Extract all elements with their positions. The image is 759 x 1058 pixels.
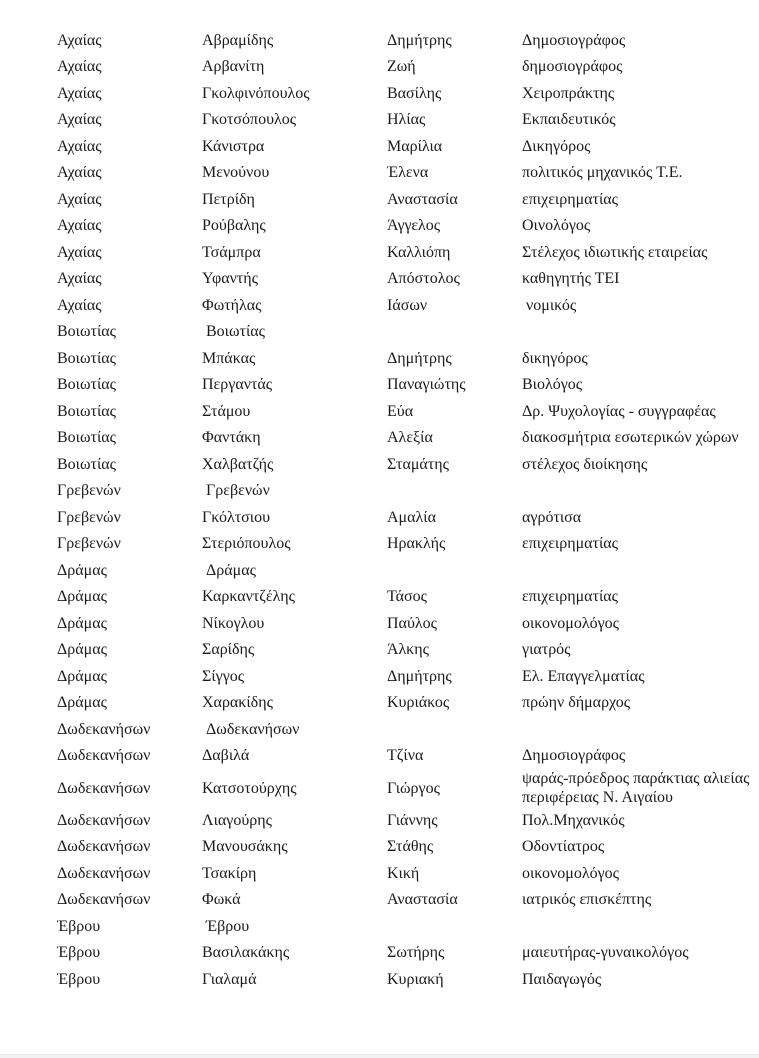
cell-profession: Στέλεχος ιδιωτικής εταιρείας [522,243,708,261]
cell-firstname: Καλλιόπη [387,243,451,261]
cell-firstname: Κυριάκος [387,694,450,712]
people-table [57,27,759,993]
cell-firstname [387,319,522,346]
cell-region: Αχαίας [57,190,102,208]
cell-region: Δράμας [57,614,107,632]
cell-region: Δράμας [57,588,107,606]
table-row [57,107,759,134]
cell-region: Δράμας [57,667,107,685]
cell-surname: Δράμας [202,561,256,579]
table-row [57,637,759,664]
cell-firstname: Παναγιώτης [387,376,466,394]
cell-firstname: Κική [387,864,420,882]
table-row [57,319,759,346]
cell-region: Δωδεκανήσων [57,747,151,765]
cell-profession: οικονομολόγος [522,614,619,632]
cell-profession: οικονομολόγος [522,864,619,882]
cell-region: Αχαίας [57,137,102,155]
table-row [57,531,759,558]
cell-firstname: Παύλος [387,614,437,632]
cell-surname: Δαβιλά [202,747,250,765]
cell-profession: γιατρός [522,641,571,659]
table-row [57,345,759,372]
table-row [57,610,759,637]
cell-region: Αχαίας [57,31,102,49]
cell-firstname: Άλκης [387,641,429,659]
cell-profession: επιχειρηματίας [522,588,618,606]
cell-surname: Βοιωτίας [202,323,265,341]
table-row [57,451,759,478]
cell-profession: Παιδαγωγός [522,970,602,988]
cell-region: Βοιωτίας [57,323,116,341]
cell-profession: Πολ.Μηχανικός [522,811,625,829]
table-row [57,557,759,584]
table-row [57,716,759,743]
cell-firstname [387,478,522,505]
cell-region: Αχαίας [57,111,102,129]
cell-region: Αχαίας [57,270,102,288]
cell-region: Γρεβενών [57,535,121,553]
cell-profession: διακοσμήτρια εσωτερικών χώρων [522,429,739,447]
cell-surname: Γρεβενών [202,482,270,500]
cell-profession: επιχειρηματίας [522,535,618,553]
cell-profession: στέλεχος διοίκησης [522,455,648,473]
table-row [57,743,759,770]
cell-profession: καθηγητής ΤΕΙ [522,270,620,288]
cell-firstname [387,716,522,743]
cell-surname: Περγαντάς [202,376,273,394]
table-row [57,834,759,861]
cell-surname: Μανουσάκης [202,838,288,856]
cell-profession: Δημοσιογράφος [522,31,626,49]
cell-region: Αχαίας [57,217,102,235]
cell-firstname: Σωτήρης [387,944,445,962]
cell-profession: Οδοντίατρος [522,838,605,856]
cell-firstname: Αλεξία [387,429,433,447]
table-row [57,940,759,967]
cell-profession: δικηγόρος [522,349,588,367]
cell-profession: δημοσιογράφος [522,58,623,76]
table-row [57,186,759,213]
cell-region: Αχαίας [57,58,102,76]
cell-firstname: Δημήτρης [387,31,452,49]
cell-region: Αχαίας [57,84,102,102]
cell-profession: αγρότισα [522,508,582,526]
cell-surname: Αρβανίτη [202,58,265,76]
cell-firstname: Εύα [387,402,414,420]
cell-firstname: Έλενα [387,164,429,182]
cell-surname: Κατσοτούρχης [202,779,297,797]
cell-profession [522,716,759,743]
cell-firstname [387,913,522,940]
cell-region: Δράμας [57,694,107,712]
cell-surname: Κάνιστρα [202,137,265,155]
cell-region: Γρεβενών [57,508,121,526]
cell-region: Δωδεκανήσων [57,838,151,856]
cell-surname: Γκόλτσιου [202,508,270,526]
cell-profession: Οινολόγος [522,217,591,235]
cell-firstname: Ζωή [387,58,416,76]
cell-firstname: Τζίνα [387,747,424,765]
table-row [57,54,759,81]
table-row [57,663,759,690]
cell-surname: Τσακίρη [202,864,257,882]
cell-region: Δωδεκανήσων [57,864,151,882]
cell-region: Βοιωτίας [57,455,116,473]
cell-profession: Εκπαιδευτικός [522,111,616,129]
cell-surname: Γιαλαμά [202,970,257,988]
cell-firstname: Στάθης [387,838,434,856]
cell-surname: Αβραμίδης [202,31,274,49]
table-row [57,425,759,452]
cell-surname: Φαντάκη [202,429,261,447]
cell-firstname: Βασίλης [387,84,442,102]
cell-firstname: Κυριακή [387,970,444,988]
table-row [57,239,759,266]
cell-firstname: Ηλίας [387,111,426,129]
cell-profession [522,319,759,346]
cell-region: Δράμας [57,641,107,659]
cell-profession: Δημοσιογράφος [522,747,626,765]
cell-profession: πολιτικός μηχανικός Τ.Ε. [522,164,683,182]
cell-profession: ιατρικός επισκέπτης [522,891,652,909]
cell-region: Βοιωτίας [57,429,116,447]
cell-firstname: Σταμάτης [387,455,449,473]
cell-surname: Σίγγος [202,667,245,685]
table-row [57,966,759,993]
table-row [57,769,759,807]
table-row [57,860,759,887]
cell-surname: Ρούβαλης [202,217,266,235]
cell-region: Έβρου [57,944,101,962]
cell-firstname: Δημήτρης [387,349,452,367]
cell-surname: Τσάμπρα [202,243,261,261]
cell-firstname: Άγγελος [387,217,441,235]
cell-surname: Σαρίδης [202,641,255,659]
table-row [57,504,759,531]
table-row [57,133,759,160]
cell-profession: Δικηγόρος [522,137,591,155]
cell-region: Δωδεκανήσων [57,891,151,909]
cell-firstname: Τάσος [387,588,428,606]
cell-firstname: Γιάννης [387,811,438,829]
cell-profession [522,478,759,505]
table-row [57,80,759,107]
cell-region: Αχαίας [57,164,102,182]
cell-firstname: Δημήτρης [387,667,452,685]
cell-surname: Φωτήλας [202,296,262,314]
cell-region: Δωδεκανήσων [57,720,151,738]
cell-surname: Πετρίδη [202,190,255,208]
cell-profession: μαιευτήρας-γυναικολόγος [522,944,689,962]
cell-surname: Φωκά [202,891,241,909]
table-row [57,478,759,505]
cell-firstname: Αναστασία [387,190,458,208]
cell-region: Δωδεκανήσων [57,811,151,829]
cell-firstname: Αμαλία [387,508,436,526]
cell-profession: ψαράς-πρόεδρος παράκτιας αλιείας περιφέρειας Ν. Αιγαίου [522,770,754,806]
cell-region: Δωδεκανήσων [57,779,151,797]
table-row [57,690,759,717]
cell-firstname: Γιώργος [387,779,440,797]
cell-profession: πρώην δήμαρχος [522,694,631,712]
table-row [57,887,759,914]
cell-firstname [387,557,522,584]
cell-profession: Χειροπράκτης [522,84,615,102]
table-row [57,913,759,940]
cell-firstname: Μαρίλια [387,137,443,155]
cell-surname: Υφαντής [202,270,258,288]
cell-surname: Χαρακίδης [202,694,273,712]
table-row [57,584,759,611]
cell-profession: νομικός [522,296,577,314]
cell-region: Αχαίας [57,243,102,261]
people-table-body [57,27,759,993]
cell-surname: Στάμου [202,402,251,420]
cell-surname: Γκοτσόπουλος [202,111,297,129]
table-row [57,213,759,240]
table-row [57,398,759,425]
cell-region: Αχαίας [57,296,102,314]
cell-region: Βοιωτίας [57,402,116,420]
cell-region: Δράμας [57,561,107,579]
cell-profession: Ελ. Επαγγελματίας [522,667,645,685]
cell-region: Γρεβενών [57,482,121,500]
cell-surname: Δωδεκανήσων [202,720,300,738]
cell-profession [522,913,759,940]
cell-region: Έβρου [57,917,101,935]
cell-surname: Νίκογλου [202,614,265,632]
table-row [57,372,759,399]
cell-profession: Βιολόγος [522,376,583,394]
cell-surname: Μπάκας [202,349,256,367]
table-row [57,160,759,187]
cell-region: Βοιωτίας [57,349,116,367]
cell-profession: επιχειρηματίας [522,190,618,208]
cell-profession [522,557,759,584]
cell-firstname: Αναστασία [387,891,458,909]
cell-surname: Έβρου [202,917,250,935]
page-bottom-edge [0,1054,759,1058]
cell-firstname: Ιάσων [387,296,428,314]
cell-firstname: Απόστολος [387,270,460,288]
table-row [57,807,759,834]
cell-region: Βοιωτίας [57,376,116,394]
cell-surname: Βασιλακάκης [202,944,290,962]
cell-surname: Στεριόπουλος [202,535,291,553]
cell-surname: Γκολφινόπουλος [202,84,310,102]
cell-surname: Μενούνου [202,164,270,182]
cell-surname: Καρκαντζέλης [202,588,295,606]
cell-firstname: Ηρακλής [387,535,446,553]
table-row [57,27,759,54]
table-row [57,266,759,293]
cell-surname: Λιαγούρης [202,811,272,829]
table-row [57,292,759,319]
cell-surname: Χαλβατζής [202,455,274,473]
cell-profession: Δρ. Ψυχολογίας - συγγραφέας [522,402,716,420]
cell-region: Έβρου [57,970,101,988]
